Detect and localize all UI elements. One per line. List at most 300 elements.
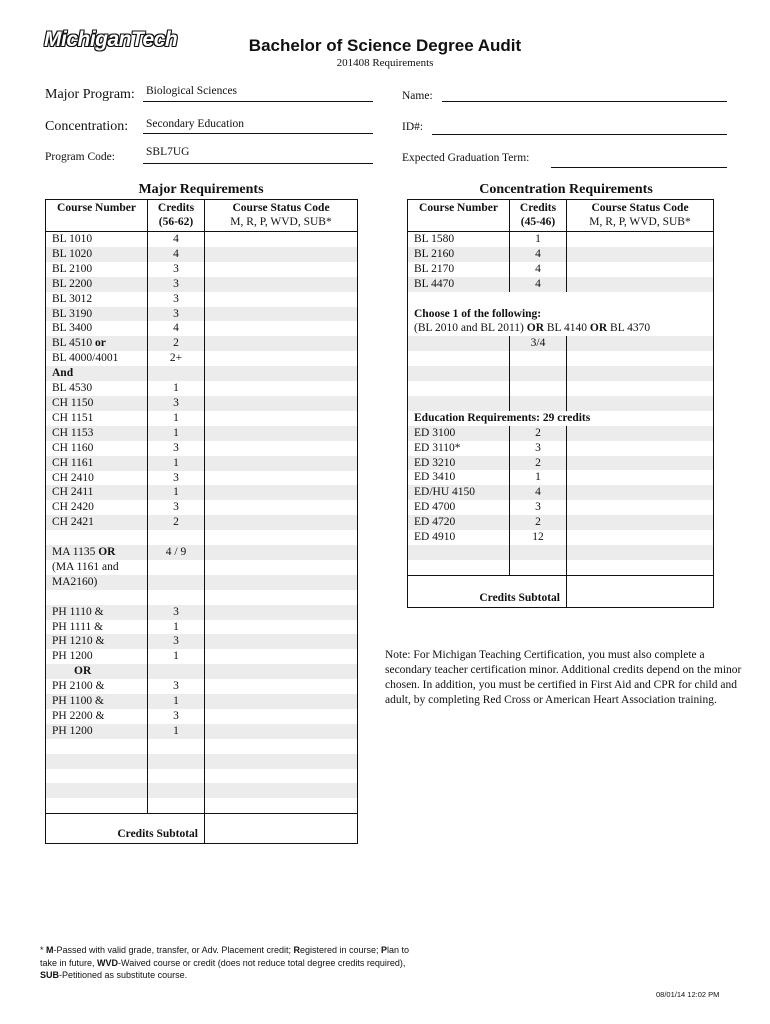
grad-term-field[interactable] — [551, 167, 727, 168]
blank-row-cell — [408, 292, 714, 307]
status-code-cell[interactable] — [567, 247, 714, 262]
table-row — [46, 500, 358, 515]
course-number-cell — [46, 709, 148, 724]
credits-cell: 1 — [510, 470, 567, 485]
status-code-cell[interactable] — [567, 530, 714, 545]
table-row — [46, 694, 358, 709]
credits-cell: 3 — [148, 679, 205, 694]
course-number-cell: BL 1580 — [408, 232, 510, 247]
course-number-cell — [46, 783, 148, 798]
page-subtitle: 201408 Requirements — [336, 57, 434, 69]
table-row — [46, 426, 358, 441]
conc-status-code-header — [567, 200, 714, 232]
major-credits-subtotal-cell[interactable] — [205, 814, 358, 844]
table-row — [46, 783, 358, 798]
credits-cell: 4 / 9 — [148, 545, 205, 560]
status-code-cell[interactable] — [205, 500, 358, 515]
concentration-requirements-title: Concentration Requirements — [479, 182, 653, 197]
status-code-cell[interactable] — [205, 381, 358, 396]
status-code-cell[interactable] — [205, 545, 358, 560]
course-number-cell — [408, 366, 510, 381]
major-program-label: Major Program: — [45, 87, 135, 102]
credits-cell: 3 — [148, 441, 205, 456]
table-row — [46, 724, 358, 739]
name-field[interactable] — [442, 101, 727, 102]
id-label: ID#: — [402, 121, 424, 133]
status-code-header-line1: Course Status Code — [232, 202, 330, 214]
print-timestamp: 08/01/14 12:02 PM — [656, 990, 720, 999]
course-number-cell — [46, 292, 148, 307]
credits-cell: 4 — [148, 247, 205, 262]
status-code-cell[interactable] — [205, 694, 358, 709]
status-code-cell[interactable] — [205, 783, 358, 798]
course-number: CH 2410 — [52, 471, 94, 484]
status-code-cell[interactable] — [205, 649, 358, 664]
course-number-cell — [46, 262, 148, 277]
credits-cell: 3 — [510, 500, 567, 515]
concentration-requirements-table — [407, 199, 714, 608]
footnote-p: P — [381, 945, 388, 955]
status-code-cell[interactable] — [567, 381, 714, 396]
course-number: PH 2100 & — [52, 680, 105, 693]
status-code-cell[interactable] — [205, 456, 358, 471]
conc-credits-subtotal-label: Credits Subtotal — [408, 575, 567, 607]
status-code-cell[interactable] — [567, 262, 714, 277]
course-number-cell — [46, 232, 148, 247]
status-code-cell[interactable] — [205, 247, 358, 262]
course-number: BL 2100 — [52, 262, 93, 275]
course-number-cell — [46, 396, 148, 411]
credits-cell — [148, 366, 205, 381]
table-row — [408, 232, 714, 247]
status-code-cell[interactable] — [567, 351, 714, 366]
credits-cell — [148, 739, 205, 754]
table-row — [46, 381, 358, 396]
status-code-cell[interactable] — [205, 262, 358, 277]
status-code-cell[interactable] — [205, 724, 358, 739]
status-code-cell[interactable] — [205, 530, 358, 545]
status-code-cell[interactable] — [567, 277, 714, 292]
credits-cell: 3 — [148, 262, 205, 277]
table-row — [408, 336, 714, 351]
course-number-cell: ED 4910 — [408, 530, 510, 545]
status-code-cell[interactable] — [567, 426, 714, 441]
course-number: CH 2420 — [52, 501, 94, 514]
credits-cell: 3 — [148, 277, 205, 292]
section-heading-cell — [408, 307, 714, 322]
table-row — [46, 634, 358, 649]
course-number-cell — [46, 500, 148, 515]
credits-cell — [510, 381, 567, 396]
course-number-cell — [46, 426, 148, 441]
course-number: BL 3190 — [52, 307, 93, 320]
credits-cell: 3 — [148, 605, 205, 620]
program-code-field[interactable] — [143, 163, 373, 164]
table-row — [408, 321, 714, 336]
course-number: PH 1200 — [52, 650, 93, 663]
status-code-cell[interactable] — [205, 441, 358, 456]
choice-text: BL 4370 — [607, 322, 651, 335]
spacer-cell — [46, 798, 148, 813]
course-number-cell — [46, 351, 148, 366]
footnote-p-text: lan to take in future, — [40, 945, 410, 968]
course-number-cell — [46, 471, 148, 486]
course-number-cell — [46, 679, 148, 694]
table-row — [408, 411, 714, 426]
table-row — [408, 485, 714, 500]
course-number: (MA 1161 and — [52, 560, 119, 573]
course-number: BL 2200 — [52, 277, 93, 290]
status-code-cell[interactable] — [205, 739, 358, 754]
credits-cell: 4 — [510, 485, 567, 500]
table-row — [46, 769, 358, 784]
michigan-tech-logo: MichiganTech — [44, 28, 178, 51]
table-row — [46, 262, 358, 277]
course-number: PH 1100 & — [52, 695, 104, 708]
course-number-cell — [408, 336, 510, 351]
course-number-cell — [46, 441, 148, 456]
course-number: BL 1010 — [52, 233, 93, 245]
course-number-cell — [46, 605, 148, 620]
status-code-cell[interactable] — [567, 500, 714, 515]
credits-cell: 1 — [148, 649, 205, 664]
status-code-cell[interactable] — [205, 754, 358, 769]
credits-cell: 4 — [148, 321, 205, 336]
table-row — [46, 739, 358, 754]
course-number-cell: ED/HU 4150 — [408, 485, 510, 500]
course-number: PH 1200 — [52, 724, 93, 737]
credits-header-line1: Credits — [157, 202, 195, 214]
course-connector: OR — [98, 546, 116, 559]
table-row — [408, 292, 714, 307]
major-program-value: Biological Sciences — [146, 85, 238, 97]
course-number-cell: ED 3210 — [408, 456, 510, 471]
course-number: PH 2200 & — [52, 709, 105, 722]
credits-cell — [148, 575, 205, 590]
table-row — [46, 456, 358, 471]
credits-cell: 4 — [148, 232, 205, 247]
table-row — [46, 307, 358, 322]
course-number-header: Course Number — [46, 200, 148, 232]
footnote-wvd-text: -Waived course or credit (does not reduce total degree credits required), — [118, 957, 406, 968]
table-row — [46, 277, 358, 292]
course-number: BL 4510 — [52, 337, 93, 350]
status-code-cell[interactable] — [205, 277, 358, 292]
credits-cell: 1 — [148, 381, 205, 396]
status-code-cell[interactable] — [205, 679, 358, 694]
table-row — [46, 590, 358, 605]
course-number-cell: BL 2170 — [408, 262, 510, 277]
table-row — [408, 247, 714, 262]
footnote-sub-text: -Petitioned as substitute course. — [59, 970, 188, 980]
credits-cell — [148, 590, 205, 605]
status-code-cell[interactable] — [567, 396, 714, 411]
choice-text: OR — [589, 322, 608, 335]
table-row — [46, 411, 358, 426]
footnote-sub: SUB — [40, 970, 60, 980]
course-number-cell: ED 3100 — [408, 426, 510, 441]
credits-cell: 3 — [148, 634, 205, 649]
credits-cell — [148, 530, 205, 545]
section-heading-cell — [408, 411, 714, 426]
table-row — [46, 545, 358, 560]
status-code-cell[interactable] — [567, 441, 714, 456]
course-number-cell — [46, 634, 148, 649]
conc-course-number-header: Course Number — [408, 200, 510, 232]
status-code-header — [205, 200, 358, 232]
status-code-cell[interactable] — [567, 456, 714, 471]
status-code-cell[interactable] — [205, 769, 358, 784]
conc-status-code-header-line1: Course Status Code — [591, 202, 689, 214]
credits-cell: 3 — [148, 292, 205, 307]
credits-cell: 2 — [148, 336, 205, 351]
course-number: PH 1210 & — [52, 635, 105, 648]
course-number: CH 1161 — [52, 456, 94, 469]
course-number: CH 2411 — [52, 486, 94, 499]
certification-note: Note: For Michigan Teaching Certification, you must also complete a secondary teacher certification minor. Additional credits depend on the minor chosen. In addition, you must be certified in First Aid and CPR for child and adult, by completing Red Cross or American Heart Association training. — [385, 649, 742, 706]
table-row — [46, 560, 358, 575]
table-row — [408, 426, 714, 441]
program-code-value: SBL7UG — [146, 146, 190, 158]
table-row — [408, 441, 714, 456]
status-code-cell[interactable] — [567, 336, 714, 351]
credits-cell: 3 — [148, 709, 205, 724]
credits-cell: 4 — [510, 277, 567, 292]
table-row — [408, 545, 714, 560]
credits-cell: 12 — [510, 530, 567, 545]
course-number-cell — [46, 381, 148, 396]
credits-cell: 2+ — [148, 351, 205, 366]
status-code-cell[interactable] — [567, 560, 714, 575]
credits-header-line2: (56-62) — [158, 216, 194, 228]
course-number-cell — [46, 649, 148, 664]
credits-cell: 3 — [148, 500, 205, 515]
section-heading: Choose 1 of the following: — [414, 307, 542, 320]
course-number: BL 4000/4001 — [52, 352, 119, 365]
status-code-cell[interactable] — [567, 470, 714, 485]
id-field[interactable] — [432, 134, 727, 135]
credits-cell: 1 — [148, 724, 205, 739]
status-code-cell[interactable] — [567, 485, 714, 500]
status-code-cell[interactable] — [205, 471, 358, 486]
credits-cell: 1 — [148, 426, 205, 441]
table-row — [408, 515, 714, 530]
course-number-cell — [46, 277, 148, 292]
status-code-cell[interactable] — [205, 485, 358, 500]
concentration-label: Concentration: — [45, 119, 129, 134]
course-number: CH 1151 — [52, 411, 94, 424]
status-code-cell[interactable] — [205, 709, 358, 724]
table-row — [408, 277, 714, 292]
status-code-cell[interactable] — [205, 560, 358, 575]
course-number-cell — [46, 694, 148, 709]
table-row — [408, 262, 714, 277]
course-number-cell — [46, 724, 148, 739]
grad-term-label: Expected Graduation Term: — [402, 152, 530, 164]
credits-cell — [510, 396, 567, 411]
course-number: MA 1135 — [52, 546, 96, 559]
table-row — [408, 366, 714, 381]
course-number-cell — [46, 664, 148, 679]
choice-text: BL 4140 — [544, 322, 590, 335]
status-code-cell[interactable] — [567, 515, 714, 530]
course-number-cell — [46, 545, 148, 560]
course-number-cell — [46, 485, 148, 500]
course-number-cell — [46, 307, 148, 322]
status-code-cell[interactable] — [205, 396, 358, 411]
credits-cell: 1 — [148, 411, 205, 426]
table-row — [408, 307, 714, 322]
table-row — [46, 321, 358, 336]
table-row — [46, 366, 358, 381]
credits-cell: 4 — [510, 262, 567, 277]
table-row — [46, 515, 358, 530]
conc-credits-subtotal-cell[interactable] — [567, 575, 714, 607]
status-code-cell[interactable] — [205, 575, 358, 590]
credits-cell: 1 — [148, 694, 205, 709]
status-code-cell[interactable] — [205, 590, 358, 605]
major-requirements-table — [45, 199, 358, 844]
conc-credits-header-line2: (45-46) — [520, 216, 556, 228]
status-code-cell[interactable] — [205, 411, 358, 426]
concentration-field[interactable] — [143, 133, 373, 134]
course-number-cell — [408, 351, 510, 366]
credits-header — [148, 200, 205, 232]
table-row — [46, 575, 358, 590]
status-code-cell[interactable] — [205, 634, 358, 649]
credits-cell — [510, 560, 567, 575]
footnote-r: R — [293, 945, 300, 955]
table-row — [408, 530, 714, 545]
table-row — [46, 530, 358, 545]
course-number-cell: BL 4470 — [408, 277, 510, 292]
status-code-cell[interactable] — [205, 336, 358, 351]
course-number-cell — [46, 530, 148, 545]
table-row — [46, 247, 358, 262]
major-credits-subtotal-label: Credits Subtotal — [46, 814, 205, 844]
table-row — [46, 232, 358, 247]
status-code-header-line2: M, R, P, WVD, SUB* — [230, 216, 332, 228]
status-code-cell[interactable] — [205, 292, 358, 307]
status-code-cell[interactable] — [567, 232, 714, 247]
table-row — [46, 396, 358, 411]
status-code-cell[interactable] — [205, 664, 358, 679]
major-requirements-title: Major Requirements — [138, 182, 264, 197]
course-number-cell — [46, 247, 148, 262]
footnote-m-text: -Passed with valid grade, transfer, or Adv. Placement credit; — [53, 945, 294, 955]
credits-cell: 4 — [510, 247, 567, 262]
course-number-cell — [46, 769, 148, 784]
credits-cell — [148, 783, 205, 798]
course-number: PH 1110 & — [52, 605, 104, 618]
course-number-cell — [46, 739, 148, 754]
status-code-cell[interactable] — [205, 321, 358, 336]
table-row — [408, 351, 714, 366]
course-number-cell — [408, 396, 510, 411]
course-number-cell — [46, 620, 148, 635]
table-row — [46, 485, 358, 500]
table-row — [408, 500, 714, 515]
choice-text: (BL 2010 and BL 2011) — [414, 322, 527, 335]
course-number: BL 1020 — [52, 247, 93, 260]
credits-cell — [510, 366, 567, 381]
table-row — [408, 560, 714, 575]
credits-cell: 1 — [148, 620, 205, 635]
credits-cell: 2 — [148, 515, 205, 530]
course-number-cell — [46, 515, 148, 530]
status-code-cell[interactable] — [567, 545, 714, 560]
status-code-cell[interactable] — [205, 620, 358, 635]
credits-cell — [148, 560, 205, 575]
course-number-cell — [46, 321, 148, 336]
concentration-value: Secondary Education — [146, 118, 245, 130]
course-number: CH 1153 — [52, 426, 94, 439]
status-code-cell[interactable] — [205, 605, 358, 620]
course-connector: OR — [74, 665, 92, 678]
course-number-cell — [408, 545, 510, 560]
course-number-cell — [46, 411, 148, 426]
course-number-cell: ED 3110* — [408, 441, 510, 456]
footnote-wvd: WVD — [97, 957, 119, 968]
course-connector: And — [52, 367, 74, 380]
table-row — [46, 649, 358, 664]
footnote-r-text: egistered in course; — [299, 945, 382, 955]
course-number: BL 3400 — [52, 322, 93, 335]
status-code-cell[interactable] — [205, 351, 358, 366]
conc-credits-header — [510, 200, 567, 232]
table-row — [408, 470, 714, 485]
course-number: BL 3012 — [52, 292, 93, 305]
credits-cell: 2 — [510, 515, 567, 530]
status-code-cell[interactable] — [205, 366, 358, 381]
table-row — [46, 754, 358, 769]
choice-text: OR — [526, 322, 544, 335]
course-number-cell — [46, 575, 148, 590]
status-code-cell[interactable] — [205, 232, 358, 247]
course-number: PH 1111 & — [52, 620, 104, 633]
course-number-cell — [46, 590, 148, 605]
status-code-cell[interactable] — [205, 426, 358, 441]
table-row — [408, 381, 714, 396]
course-number-cell — [46, 560, 148, 575]
course-number-cell: ED 4700 — [408, 500, 510, 515]
major-program-field[interactable] — [143, 101, 373, 102]
table-row — [46, 664, 358, 679]
conc-status-code-header-line2: M, R, P, WVD, SUB* — [589, 216, 691, 228]
course-number: MA2160) — [52, 575, 98, 588]
course-number-cell — [46, 366, 148, 381]
table-row — [46, 679, 358, 694]
course-number-cell — [46, 754, 148, 769]
status-code-cell[interactable] — [205, 515, 358, 530]
credits-cell — [148, 769, 205, 784]
status-code-cell[interactable] — [567, 366, 714, 381]
page-title: Bachelor of Science Degree Audit — [248, 36, 522, 55]
table-row — [46, 620, 358, 635]
footnote-m: M — [46, 945, 54, 955]
status-code-cell[interactable] — [205, 307, 358, 322]
credits-cell — [510, 351, 567, 366]
table-row — [46, 605, 358, 620]
table-row — [46, 709, 358, 724]
credits-cell — [510, 545, 567, 560]
name-label: Name: — [402, 90, 433, 102]
credits-cell — [148, 754, 205, 769]
table-row — [46, 351, 358, 366]
course-number: BL 4530 — [52, 382, 93, 395]
credits-cell: 3 — [148, 307, 205, 322]
credits-cell: 3 — [148, 396, 205, 411]
